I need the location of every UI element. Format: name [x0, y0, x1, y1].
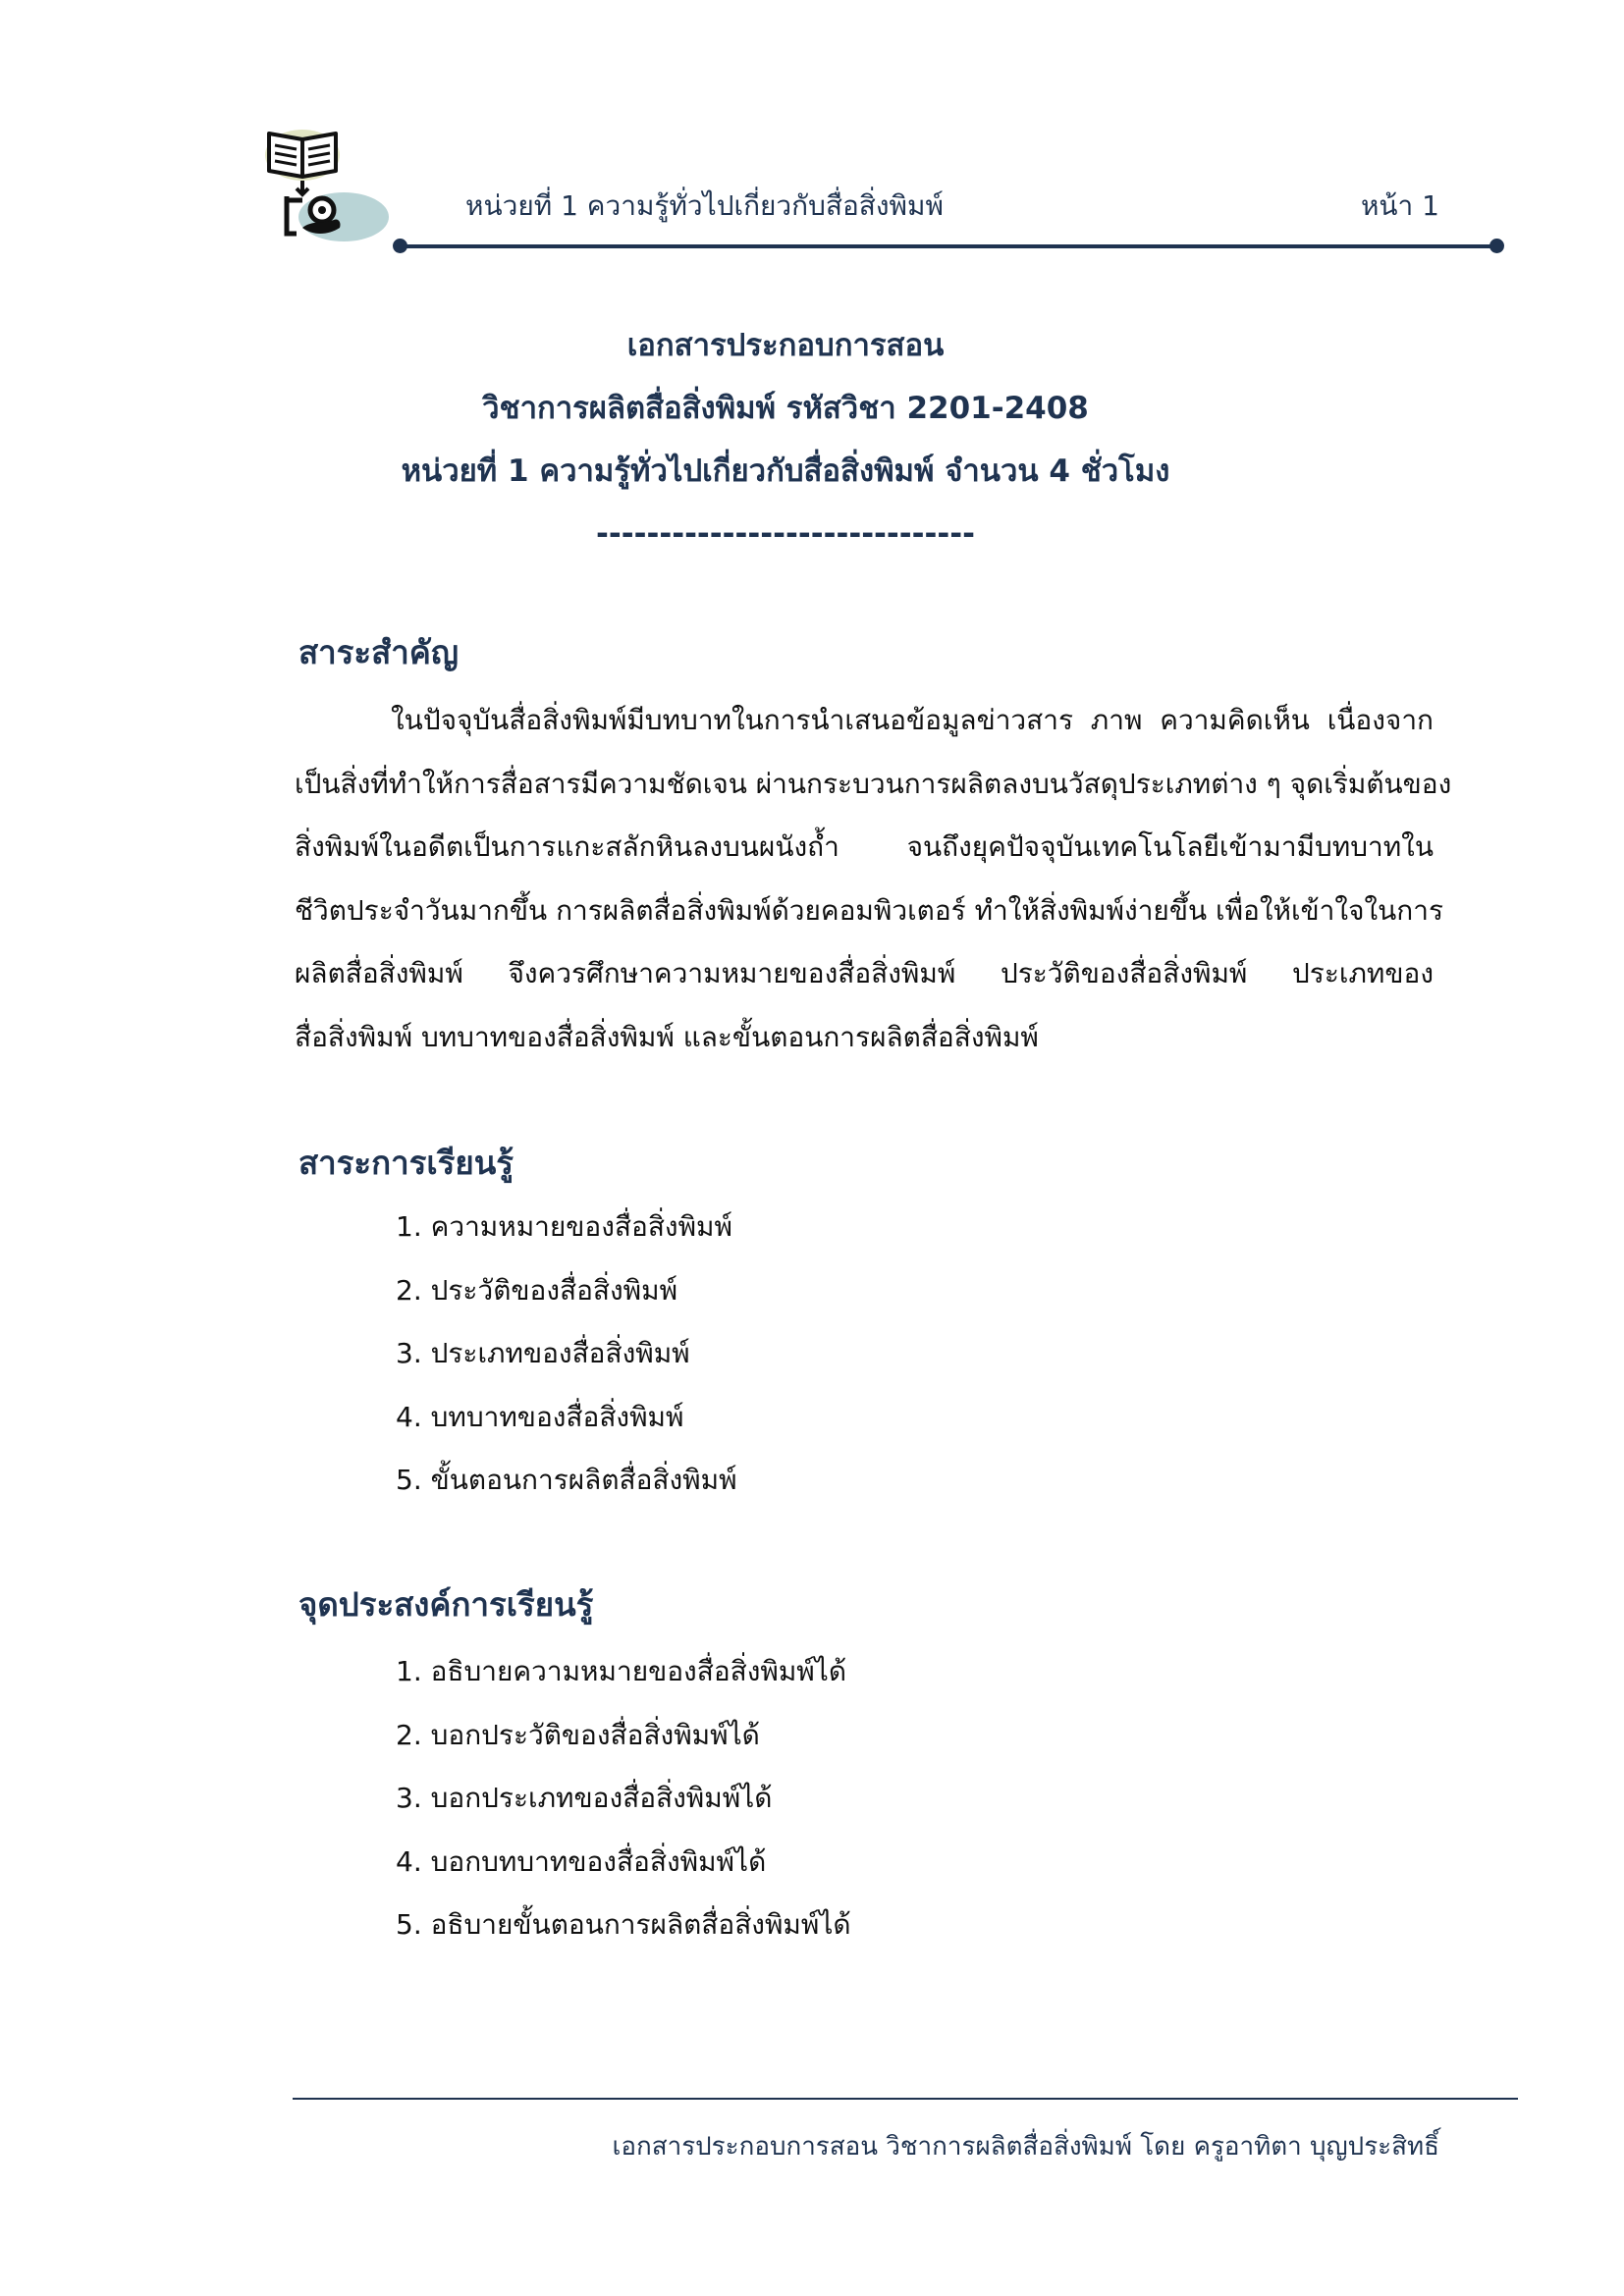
list-item: 3. บอกประเภทของสื่อสิ่งพิมพ์ได้	[396, 1782, 773, 1815]
list-item: 5. ขั้นตอนการผลิตสื่อสิ่งพิมพ์	[396, 1464, 737, 1497]
summary-heading: สาระสำคัญ	[298, 633, 459, 671]
footer-divider	[293, 2098, 1518, 2100]
objectives-list	[396, 1640, 851, 1957]
list-item: 5. อธิบายขั้นตอนการผลิตสื่อสิ่งพิมพ์ได้	[396, 1908, 851, 1942]
header-divider	[399, 244, 1496, 248]
summary-line: ชีวิตประจำวันมากขึ้น การผลิตสื่อสิ่งพิมพ์ด้วยคอมพิวเตอร์ ทำให้สิ่งพิมพ์ง่ายขึ้น เพื่อให้เข้าใจในการ	[295, 893, 1444, 927]
list-item: 2. บอกประวัติของสื่อสิ่งพิมพ์ได้	[396, 1718, 760, 1751]
title-separator: ------------------------------	[596, 516, 975, 552]
objectives-heading: จุดประสงค์การเรียนรู้	[298, 1585, 594, 1624]
document-title	[295, 314, 1276, 565]
summary-line: ในปัจจุบันสื่อสิ่งพิมพ์มีบทบาทในการนำเสนอข้อมูลข่าวสาร ภาพ ความคิดเห็น เนื่องจาก	[391, 704, 1434, 736]
summary-line: เป็นสิ่งที่ทำให้การสื่อสารมีความชัดเจน ผ่านกระบวนการผลิตลงบนวัสดุประเภทต่าง ๆ จุดเริ่มต้นของ	[295, 767, 1452, 800]
title-line-2: วิชาการผลิตสื่อสิ่งพิมพ์ รหัสวิชา 2201-2408	[482, 391, 1089, 426]
list-item: 1. ความหมายของสื่อสิ่งพิมพ์	[396, 1210, 732, 1243]
summary-paragraph	[295, 689, 1452, 1070]
list-item: 3. ประเภทของสื่อสิ่งพิมพ์	[396, 1337, 690, 1370]
summary-line: สื่อสิ่งพิมพ์ บทบาทของสื่อสิ่งพิมพ์ และขั้นตอนการผลิตสื่อสิ่งพิมพ์	[295, 1020, 1039, 1053]
summary-line: ผลิตสื่อสิ่งพิมพ์ จึงควรศึกษาความหมายของสื่อสิ่งพิมพ์ ประวัติของสื่อสิ่งพิมพ์ ประเภทของ	[295, 957, 1434, 990]
list-item: 4. บอกบทบาทของสื่อสิ่งพิมพ์ได้	[396, 1844, 767, 1878]
learning-content-list	[396, 1196, 737, 1513]
list-item: 4. บทบาทของสื่อสิ่งพิมพ์	[396, 1400, 684, 1433]
header-divider-left-dot	[393, 239, 407, 253]
title-line-1: เอกสารประกอบการสอน	[626, 328, 945, 363]
learning-content-heading: สาระการเรียนรู้	[298, 1144, 514, 1182]
header-divider-right-dot	[1489, 239, 1504, 253]
book-reader-icon	[263, 126, 391, 243]
header-unit-title: หน่วยที่ 1 ความรู้ทั่วไปเกี่ยวกับสื่อสิ่งพิมพ์	[465, 189, 944, 222]
summary-line: สิ่งพิมพ์ในอดีตเป็นการแกะสลักหินลงบนผนังถ้ำ จนถึงยุคปัจจุบันเทคโนโลยีเข้ามามีบทบาทใน	[295, 830, 1434, 864]
list-item: 1. อธิบายความหมายของสื่อสิ่งพิมพ์ได้	[396, 1655, 847, 1687]
footer-credit: เอกสารประกอบการสอน วิชาการผลิตสื่อสิ่งพิมพ์ โดย ครูอาทิตา บุญประสิทธิ์	[612, 2132, 1439, 2162]
list-item: 2. ประวัติของสื่อสิ่งพิมพ์	[396, 1273, 678, 1307]
title-line-3: หน่วยที่ 1 ความรู้ทั่วไปเกี่ยวกับสื่อสิ่งพิมพ์ จำนวน 4 ชั่วโมง	[401, 454, 1170, 489]
header-page-number: หน้า 1	[1360, 189, 1439, 222]
